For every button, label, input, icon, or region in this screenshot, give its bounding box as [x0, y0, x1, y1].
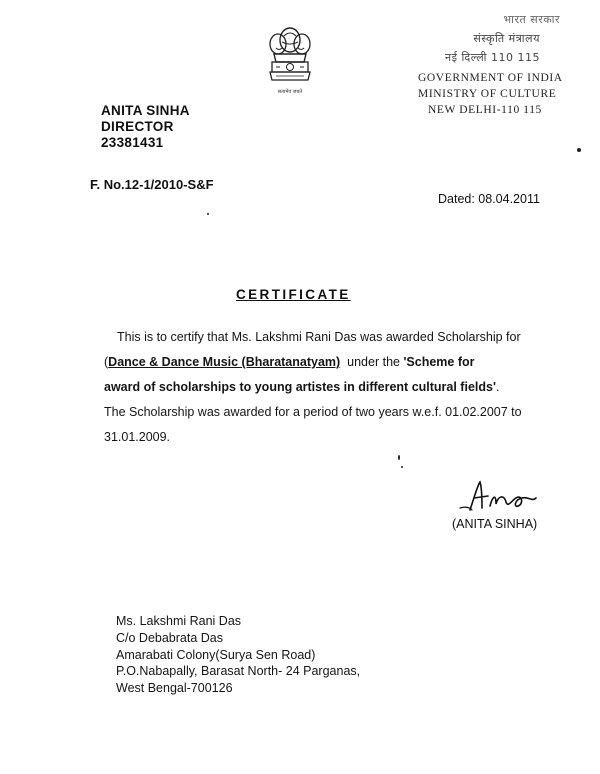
ministry-address: NEW DELHI-110 115 — [428, 104, 542, 116]
address-line-2: C/o Debabrata Das — [116, 631, 224, 645]
sender-designation: DIRECTOR — [101, 119, 174, 134]
certificate-line-1: This is to certify that Ms. Lakshmi Rani Das was awarded Scholarship for — [117, 330, 521, 344]
signatory-name: (ANITA SINHA) — [452, 517, 538, 531]
certificate-line-2 — [104, 355, 475, 369]
scheme-name-end: award of scholarships to young artistes in different cultural fields' — [104, 380, 496, 394]
scan-speck — [577, 148, 581, 152]
sender-name: ANITA SINHA — [101, 103, 190, 118]
address-line-5: West Bengal-700126 — [116, 681, 233, 695]
certificate-title: CERTIFICATE — [236, 287, 351, 302]
certificate-line-3 — [104, 380, 499, 394]
address-line-4: P.O.Nabapally, Barasat North- 24 Parganas, — [116, 664, 361, 678]
scholarship-field: Dance & Dance Music (Bharatanatyam) — [108, 355, 341, 369]
signature-image — [452, 478, 548, 514]
hindi-header-line-3: नई दिल्ली 110 115 — [445, 51, 540, 64]
hindi-header-line-2: संस्कृति मंत्रालय — [473, 32, 540, 45]
hindi-header-line-1: भारत सरकार — [503, 13, 560, 26]
government-name: GOVERNMENT OF INDIA — [418, 72, 563, 84]
line-2-connector: under the — [340, 355, 404, 369]
address-line-3: Amarabati Colony(Surya Sen Road) — [116, 648, 316, 662]
date-line: Dated: 08.04.2011 — [438, 192, 540, 206]
certificate-line-5: 31.01.2009. — [104, 430, 171, 444]
scheme-name-start: 'Scheme for — [403, 355, 475, 369]
ministry-name: MINISTRY OF CULTURE — [418, 88, 557, 100]
scan-speck — [401, 466, 403, 468]
sender-phone: 23381431 — [101, 135, 164, 150]
line-3-period: . — [495, 380, 500, 394]
address-line-1: Ms. Lakshmi Rani Das — [116, 614, 242, 628]
scan-speck — [398, 455, 400, 460]
open-paren: ( — [104, 355, 109, 369]
emblem-motto: सत्यमेव जयते — [277, 89, 303, 95]
certificate-line-4: The Scholarship was awarded for a period of two years w.e.f. 01.02.2007 to — [104, 405, 522, 419]
file-number: F. No.12-1/2010-S&F — [90, 177, 214, 192]
scan-speck — [207, 213, 209, 215]
